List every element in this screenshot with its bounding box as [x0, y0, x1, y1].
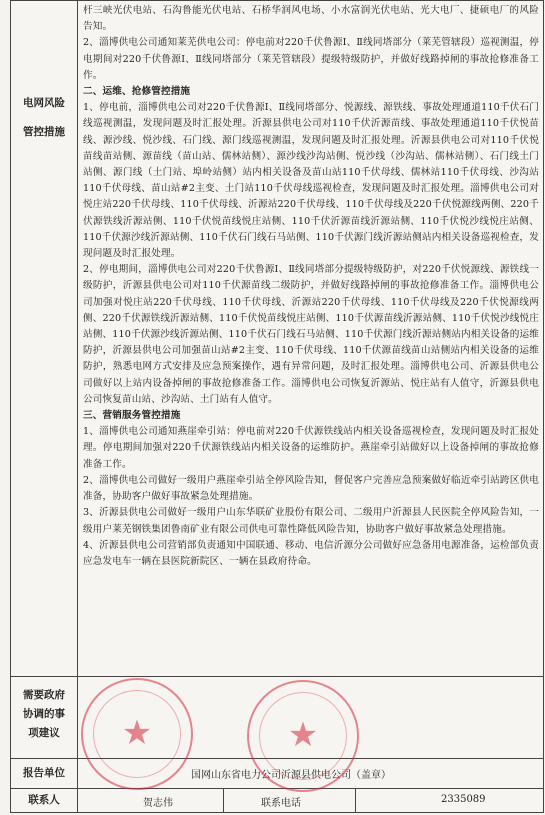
paragraph: 1、停电前，淄博供电公司对220千伏鲁源Ⅰ、Ⅱ线同塔部分、悦源线、源铁线、事故处理通道110千伏石门线巡视测温，发现问题及时汇报处理。沂源县供电公司对110千伏沂源苗线、事故处理通道110千伏悦苗线、源沙线、悦沙线、石门线、源门线巡视测温，发现问题及时汇报处理。沂源县供电公司对110千伏悦苗线苗站侧、源苗线（苗山站、儒林站侧）、源沙线沙沟站侧、悦沙线（沙沟站、儒林站侧）、石门线土门站侧、源门线（土门站、埠岭站侧）站内相关设备及苗山站110千伏母线、儒林站110千伏母线、沙沟站110千伏母线、苗山站#2主变、土门站110千伏母线巡视检查，发现问题及时汇报处理。淄博供电公司对悦庄站220千伏母线、110千伏母线、沂源站220千伏母线、110千伏母线及220千伏悦源线两侧、220千伏源铁线沂源站侧、110千伏悦苗线悦庄站侧、110千伏沂源苗线沂源站侧、110千伏悦沙线悦庄站侧、110千伏源沙线沂源站侧、110千伏石门线石马站侧、110千伏源门线沂源站侧站内相关设备巡视检查，发现问题及时汇报处理。 [83, 102, 539, 260]
report-unit-label: 报告单位 [23, 767, 65, 779]
contact-label: 联系人 [28, 794, 60, 806]
divider-contact [11, 788, 543, 789]
risk-measures-content [83, 3, 539, 570]
paragraph: 3、沂源县供电公司做好一级用户山东华联矿业股份有限公司、二级用户沂源县人民医院全停风险告知，一级用户莱芜钢铁集团鲁南矿业有限公司供电可靠性降低风险告知，协助客户做好事故紧急处理措施。 [83, 507, 539, 535]
paragraph: 2、停电期间，淄博供电公司对220千伏鲁源Ⅰ、Ⅱ线同塔部分提级特级防护，对220千伏悦源线、源铁线一级防护，沂源县供电公司对110千伏源苗线二级防护，并做好线路掉闸的事故抢修准备工作。淄博供电公司加强对悦庄站220千伏母线、110千伏母线、沂源站220千伏母线、110千伏母线及220千伏悦源线两侧、220千伏源铁线沂源站侧、110千伏悦苗线悦庄站侧、110千伏源苗线沂源站侧、110千伏悦沙线悦庄站侧、110千伏源沙线沂源站侧、110千伏石门线石马站侧、110千伏源门线沂源站侧站内相关设备的运维防护，沂源县供电公司加强苗山站#2主变、110千伏母线、110千伏源苗线苗山站侧站内相关设备的运维防护，熟悉电网方式安排及应急预案操作，遇有异常问题，及时汇报处理。淄博供电公司、沂源县供电公司做好以上站内设备掉闸的事故抢修准备工作。淄博供电公司恢复沂源站、悦庄站有人值守，沂源县供电公司恢复苗山站、沙沟站、土门站有人值守。 [83, 264, 539, 405]
phone-value: 2335089 [441, 794, 486, 805]
bottom-rule [11, 812, 543, 813]
section-heading: 二、运维、抢修管控措施 [83, 86, 191, 98]
coord-label-line3: 项建议 [28, 727, 60, 739]
risk-label-line2: 管控措施 [23, 126, 65, 138]
section-heading: 三、营销服务管控措施 [83, 410, 181, 422]
gov-coord-label [11, 686, 77, 743]
phone-label: 联系电话 [261, 798, 301, 809]
risk-label-line1: 电网风险 [23, 97, 65, 109]
contact-divider-1 [223, 788, 224, 812]
official-seal: ★ [81, 678, 193, 790]
contact-name: 贺志伟 [143, 798, 173, 809]
paragraph: 4、沂源县供电公司营销部负责通知中国联通、移动、电信沂源分公司做好应急备用电源准备，运检部负责应急发电车一辆在县医院新院区、一辆在县政府待命。 [83, 539, 539, 567]
company-seal: ★ [247, 680, 359, 792]
divider-coord [11, 676, 543, 677]
paragraph: 杆三峡光伏电站、石沟鲁能光伏电站、石桥华润风电场、小水富润光伏电站、光大电厂、捷硕电厂的风险告知。 [83, 5, 539, 33]
contact-divider-2 [355, 788, 356, 812]
coord-label-line1: 需要政府 [23, 689, 65, 701]
paragraph: 2、淄博供电公司做好一级用户燕崖牵引站全停风险告知，督促客户完善应急预案做好临近牵引站跨区供电准备，协助客户做好事故紧急处理措施。 [83, 474, 539, 503]
coord-label-line2: 协调的事 [23, 708, 65, 720]
paragraph: 1、淄博供电公司通知燕崖牵引站：停电前对220千伏源铁线站内相关设备巡视检查，发现问题及时汇报处理。停电期间加强对220千伏源铁线站内相关设备的运维防护。燕崖牵引站做好以上设备掉闸的事故抢修准备工作。 [83, 426, 539, 470]
report-unit-value: 国网山东省电力公司沂源县供电公司（盖章） [191, 770, 391, 781]
risk-measures-label [11, 94, 77, 142]
report-form [10, 0, 544, 813]
paragraph: 2、淄博供电公司通知莱芜供电公司：停电前对220千伏鲁源Ⅰ、Ⅱ线同塔部分（莱芜管辖段）巡视测温，停电期间对220千伏鲁源Ⅰ、Ⅱ线同塔部分（莱芜管辖段）提级特级防护，并做好线路掉闸的事故抢修准备工作。 [83, 37, 539, 81]
top-rule [11, 0, 543, 1]
